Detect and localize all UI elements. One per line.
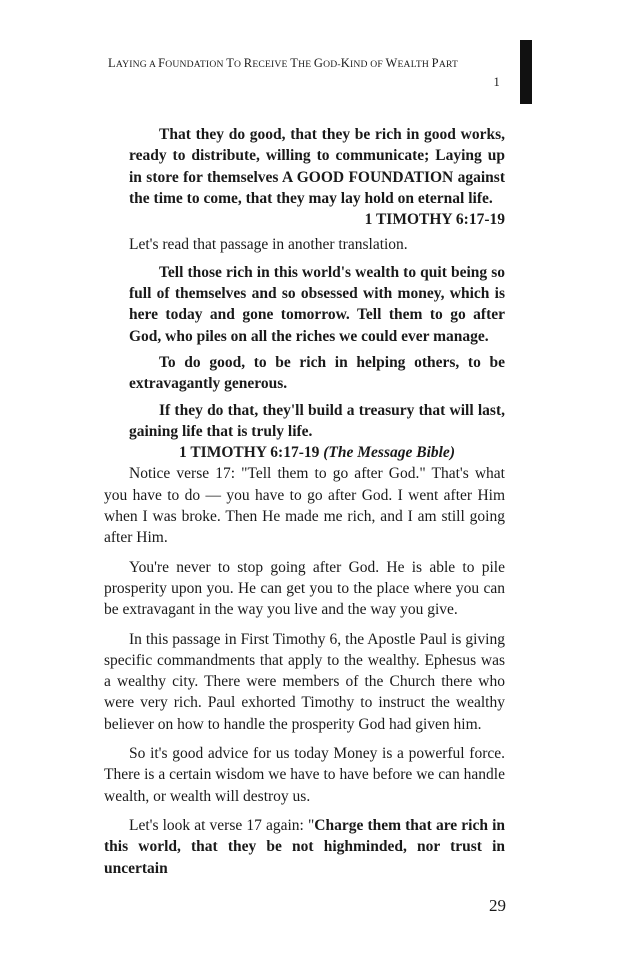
title-word: GOD- — [313, 56, 341, 70]
body-paragraph: Notice verse 17: "Tell them to go after God." That's what you have to do — you have to go after God. I went after Him when I was broke. Then He made me rich, and I am still going after Him. — [104, 465, 505, 547]
title-word: PART — [431, 56, 459, 70]
body-paragraph: You're never to stop going after God. He is able to pile prosperity upon you. He can get you to the place where you can be extravagant in the way you live and the way you give. — [104, 558, 505, 619]
part-number: 1 — [493, 75, 500, 89]
chapter-tab-bar — [520, 40, 532, 104]
body-text — [104, 463, 505, 878]
quote-paragraph: If they do that, they'll build a treasury that will last, gaining life that is truly life. — [129, 401, 505, 440]
title-word: THE — [290, 56, 314, 70]
title-word: TO — [226, 56, 244, 70]
bold-scripture-text: Charge them that are rich in this world, that they be not highminded, nor trust in uncertain — [104, 816, 506, 877]
title-word: FOUNDATION — [158, 56, 227, 70]
page-number: 29 — [489, 896, 506, 915]
scripture-quote-message — [129, 262, 505, 464]
title-word: KIND OF — [340, 56, 386, 70]
quote-reference: 1 TIMOTHY 6:17-19 (The Message Bible) — [179, 444, 455, 462]
transition-text: Let's read that passage in another translation. — [129, 236, 408, 254]
title-word: WEALTH — [385, 56, 432, 70]
title-word: LAYING A — [108, 56, 159, 70]
quote-reference: 1 TIMOTHY 6:17-19 — [364, 211, 505, 229]
quote-paragraph: To do good, to be rich in helping others, to be extravagantly generous. — [129, 353, 505, 393]
version-label: (The Message Bible) — [323, 444, 455, 462]
body-paragraph: So it's good advice for us today Money is a powerful force. There is a certain wisdom we have to have before we can handle wealth, or wealth will destroy us. — [104, 745, 505, 805]
running-title — [108, 56, 500, 71]
quote-paragraph: That they do good, that they be rich in good works, ready to distribute, willing to communicate; Laying up in store for themselves A GOOD FOUNDATION against the time to come, that they may lay hold on eternal life. — [129, 126, 505, 207]
title-word: RECEIVE — [243, 56, 291, 70]
body-paragraph-last: Let's look at verse 17 again: "Charge them that are rich in this world, that they be not highminded, nor trust in uncertain — [104, 816, 506, 877]
page-body — [104, 124, 505, 879]
body-paragraph: In this passage in First Timothy 6, the Apostle Paul is giving specific commandments that apply to the wealthy. Ephesus was a wealthy city. There were members of the Church there who were very rich. Paul exhorted Timothy to instruct the wealthy believer on how to handle the prosperity God had given him. — [104, 630, 505, 733]
scripture-quote-kjv — [129, 124, 505, 230]
quote-paragraph: Tell those rich in this world's wealth to quit being so full of themselves and so obsessed with money, which is here today and gone tomorrow. Tell them to go after God, who piles on all the riches we could ever manage. — [129, 263, 505, 345]
